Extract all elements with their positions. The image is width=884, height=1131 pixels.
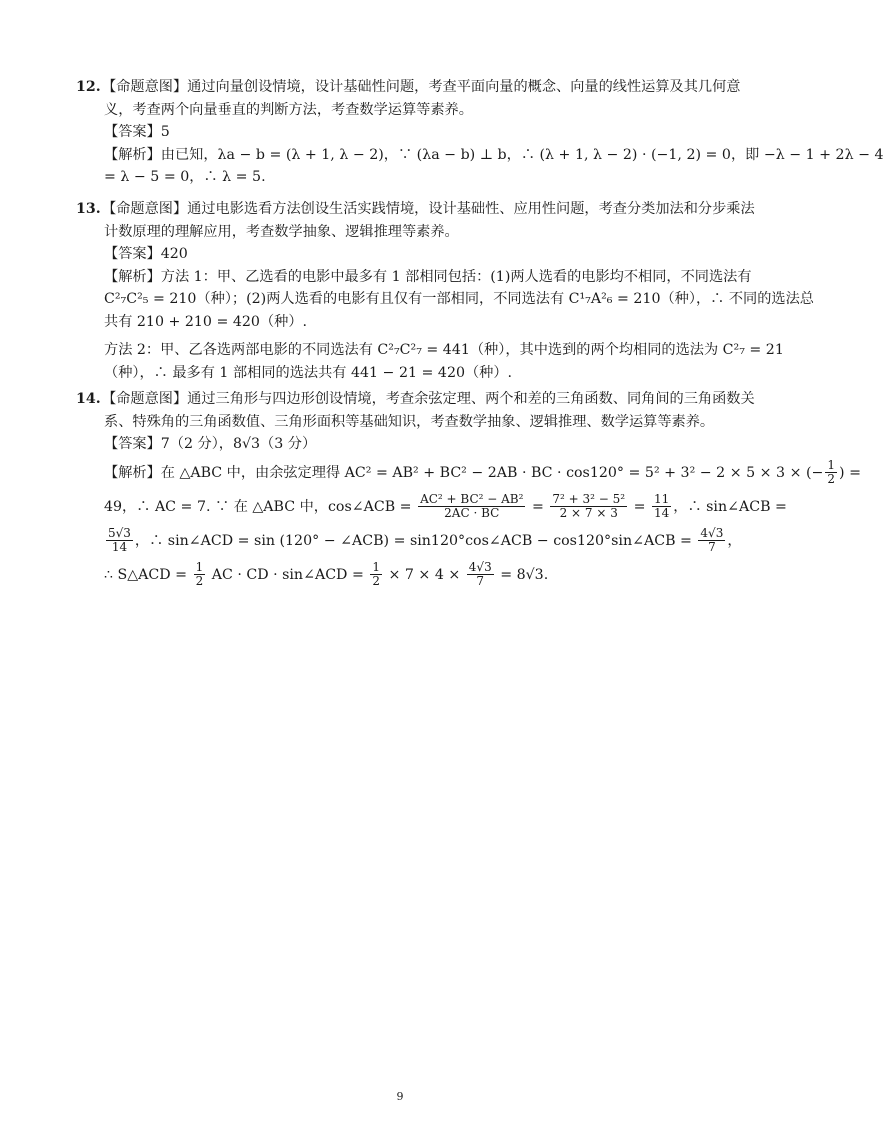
analysis-text: 共有 210 + 210 = 420（种）. (104, 313, 308, 330)
analysis-text: （种），∴ 最多有 1 部相同的选法共有 441 − 21 = 420（种）. (104, 364, 513, 381)
intent-text: 【命题意图】通过三角形与四边形创设情境，考查余弦定理、两个和差的三角函数、同角间的三角函数关 (102, 391, 755, 407)
intent-text: 系、特殊角的三角函数值、三角形面积等基础知识，考查数学抽象、逻辑推理、数学运算等素养。 (104, 413, 715, 430)
question-12 (76, 76, 884, 189)
fraction-denominator: 2AC · BC (444, 506, 500, 520)
question-13 (76, 198, 814, 384)
fraction-numerator: 11 (653, 492, 670, 506)
analysis-line (76, 490, 787, 524)
fraction-denominator: 7 (708, 540, 716, 554)
fraction-denominator: 2 × 7 × 3 (559, 506, 618, 520)
fraction-numerator: 1 (827, 458, 836, 472)
equals-sign: = (531, 498, 544, 515)
analysis-text: 【解析】方法 1：甲、乙选看的电影中最多有 1 部相同包括：(1)两人选看的电影均不相同，不同选法有 (104, 268, 752, 285)
answer-text: 【答案】5 (104, 124, 170, 140)
question-number: 13. (76, 201, 101, 217)
fraction-numerator: 5√3 (108, 526, 131, 540)
analysis-text: × 7 × 4 × (388, 566, 461, 583)
analysis-text: ) = (839, 464, 861, 481)
analysis-line (76, 558, 736, 592)
analysis-text: 【解析】在 △ABC 中，由余弦定理得 AC² = AB² + BC² − 2AB · BC · cos120° = 5² + 3² − 2 × 5 × 3 × (− (104, 464, 824, 481)
analysis-line (76, 524, 742, 558)
intent-text: 义，考查两个向量垂直的判断方法，考查数学运算等素养。 (104, 101, 473, 118)
fraction (106, 527, 133, 554)
fraction-denominator: 7 (476, 574, 485, 588)
analysis-text: 方法 2：甲、乙各选两部电影的不同选法有 C²₇C²₇ = 441（种），其中选到的两个均相同的选法为 C²₇ = 21 (104, 342, 784, 358)
fraction (418, 493, 525, 520)
fraction-denominator: 14 (111, 540, 128, 554)
question-number: 14. (76, 391, 101, 407)
fraction (652, 493, 671, 520)
fraction-denominator: 2 (827, 472, 836, 486)
analysis-text: C²₇C²₅ = 210（种）；(2)两人选看的电影有且仅有一部相同，不同选法有 C¹₇A²₆ = 210（种），∴ 不同的选法总 (104, 291, 814, 307)
intent-text: 计数原理的理解应用，考查数学抽象、逻辑推理等素养。 (104, 223, 459, 240)
question-14 (76, 388, 861, 592)
fraction-numerator: 1 (372, 560, 380, 574)
analysis-text: 【解析】由已知，λa − b = (λ + 1, λ − 2)，∵ (λa − b) ⊥ b，∴ (λ + 1, λ − 2) · (−1, 2) = 0，即 −λ − 1 + 2λ − 4 (104, 146, 884, 163)
analysis-text: ， (727, 532, 742, 549)
analysis-text: ，∴ sin∠ACB = (673, 498, 787, 515)
analysis-text: ∴ S△ACD = (104, 566, 188, 583)
fraction-numerator: 4√3 (700, 526, 724, 540)
fraction (825, 459, 837, 486)
fraction (550, 493, 627, 520)
analysis-text: = λ − 5 = 0，∴ λ = 5. (104, 169, 266, 185)
fraction-denominator: 14 (653, 506, 670, 520)
fraction-numerator: AC² + BC² − AB² (420, 492, 524, 506)
question-number: 12. (76, 79, 101, 95)
fraction-denominator: 2 (195, 574, 204, 588)
analysis-line (76, 456, 861, 490)
fraction (698, 527, 725, 554)
fraction-numerator: 7² + 3² − 5² (552, 492, 626, 506)
intent-text: 【命题意图】通过向量创设情境，设计基础性问题，考查平面向量的概念、向量的线性运算及其几何意 (102, 79, 741, 95)
analysis-text: = 8√3. (500, 566, 549, 583)
answer-text: 【答案】7（2 分），8√3（3 分） (104, 436, 317, 452)
analysis-text: 49，∴ AC = 7. ∵ 在 △ABC 中，cos∠ACB = (104, 498, 412, 515)
fraction-numerator: 1 (195, 560, 204, 574)
fraction (467, 561, 494, 588)
page-number: 9 (396, 1090, 404, 1103)
fraction (194, 561, 206, 588)
fraction (370, 561, 382, 588)
analysis-text: AC · CD · sin∠ACD = (211, 566, 364, 583)
fraction-numerator: 4√3 (468, 560, 492, 574)
equals-sign: = (633, 498, 646, 515)
answer-text: 【答案】420 (104, 246, 188, 262)
analysis-text: ，∴ sin∠ACD = sin (120° − ∠ACB) = sin120°cos∠ACB − cos120°sin∠ACB = (134, 532, 692, 549)
fraction-denominator: 2 (372, 574, 380, 588)
intent-text: 【命题意图】通过电影选看方法创设生活实践情境，设计基础性、应用性问题，考查分类加法和分步乘法 (102, 201, 755, 217)
